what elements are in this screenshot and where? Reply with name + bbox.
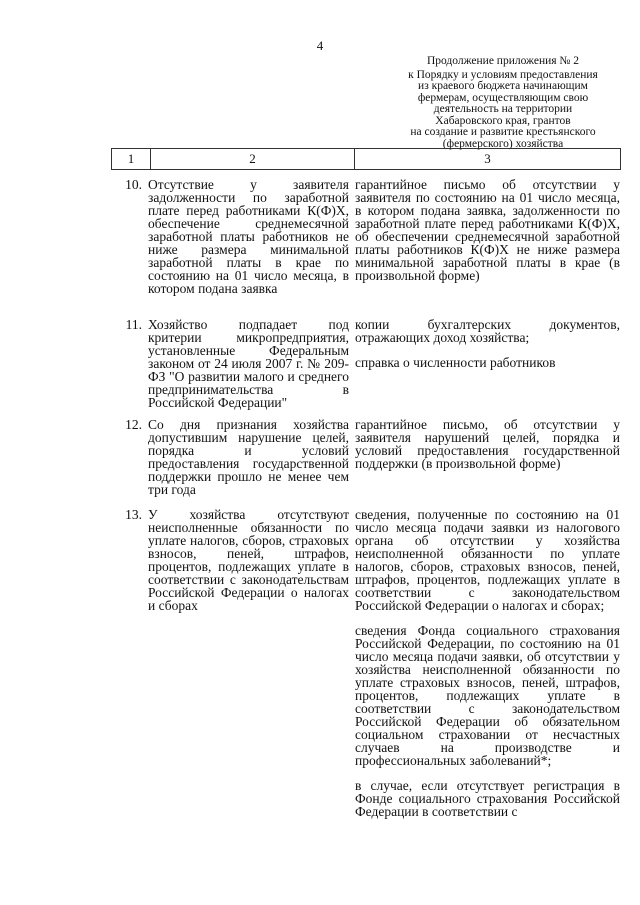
document-item: гарантийное письмо, об отсутствии у заявителя нарушений целей, порядка и условий предоставления государственной поддержки (в произвольной форме) (355, 417, 620, 471)
row-documents (355, 418, 620, 482)
row-condition: Хозяйство подпадает под критерии микропредприятия, установленные Федеральным законом от 24 июля 2007 г. № 209-ФЗ "О развитии малого и среднего предпринимательства в Российской Федерации" (148, 317, 349, 410)
document-item: копии бухгалтерских документов, отражающих доход хозяйства; (355, 317, 620, 345)
column-header-2: 2 (151, 149, 355, 170)
row-documents (355, 318, 620, 381)
appendix-line: на создание и развитие крестьянского (410, 126, 596, 138)
appendix-line: из краевого бюджета начинающим (418, 80, 588, 92)
document-item: сведения Фонда социального страхования Российской Федерации, по состоянию на 01 число месяца подачи заявки, об отсутствии у хозяйства неисполненной обязанности по уплате страховых взносов, пеней, штрафов, процентов, подлежащих уплате в соответствии с законодательством Российской Федерации об обязательном социальном страховании от несчастных случаев на производстве и профессиональных заболеваний*; (355, 623, 620, 768)
row-number: 10. (125, 177, 142, 192)
page-number: 4 (316, 38, 324, 53)
column-header-3: 3 (355, 149, 621, 170)
document-item: гарантийное письмо об отсутствии у заявителя по состоянию на 01 число месяца, в котором подана заявка, задолженности по заработной плате перед работниками К(Ф)Х, об обеспечении среднемесячной заработной платы работников К(Ф)Х не ниже размера минимальной заработной платы в крае (в произвольной форме) (355, 177, 620, 283)
row-documents (355, 178, 620, 294)
row-condition: У хозяйства отсутствуют неисполненные обязанности по уплате налогов, сборов, страховых взносов, пеней, штрафов, процентов, подлежащих уплате в соответствии с законодательствам Российской Федерации о налогах и сборах (148, 507, 349, 613)
row-number: 11. (125, 317, 142, 332)
row-condition: Отсутствие у заявителя задолженности по заработной плате перед работниками К(Ф)Х, обеспечение среднемесячной заработной платы работников не ниже размера минимальной заработной платы в крае по состоянию на 01 число месяца, в котором подана заявка (148, 177, 349, 296)
row-documents (355, 508, 620, 830)
document-item: сведения, полученные по состоянию на 01 число месяца подачи заявки из налогового органа об отсутствии у хозяйства неисполненной обязанности по уплате налогов, сборов, страховых взносов, пеней, штрафов, процентов, подлежащих уплате в соответствии с законодательством Российской Федерации о налогах и сборах; (355, 507, 620, 613)
appendix-line: к Порядку и условиям предоставления (408, 68, 598, 81)
document-item: в случае, если отсутствует регистрация в Фонде социального страхования Российской Федерации в соответствии с (355, 778, 620, 819)
column-header-1: 1 (112, 149, 151, 170)
row-number: 12. (125, 417, 142, 432)
appendix-line: деятельность на территории (433, 103, 573, 115)
appendix-title: Продолжение приложения № 2 (426, 55, 580, 67)
document-item: справка о численности работников (355, 355, 556, 370)
appendix-line: фермерам, осуществляющим свою (417, 91, 589, 104)
column-header-table (111, 148, 621, 170)
appendix-line: (фермерского) хозяйства (442, 137, 564, 150)
appendix-line: Хабаровского края, грантов (435, 114, 571, 127)
appendix-header (388, 56, 618, 150)
row-number: 13. (125, 507, 142, 522)
row-condition: Со дня признания хозяйства допустившим нарушение целей, порядка и условий предоставления государственной поддержки прошло не менее чем три года (148, 417, 349, 497)
